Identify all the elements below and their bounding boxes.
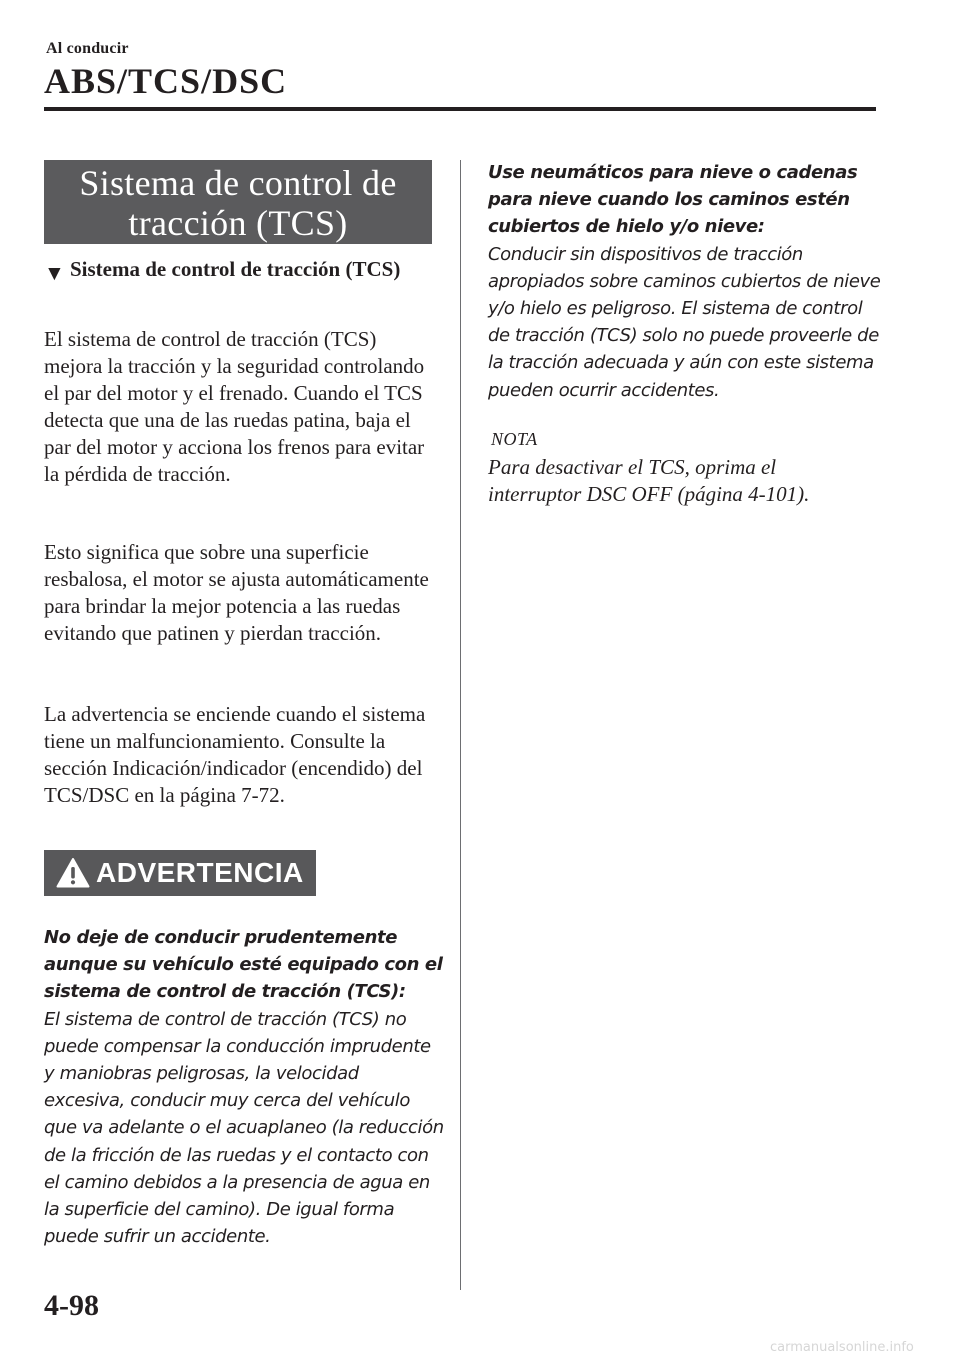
watermark: carmanualsonline.info xyxy=(770,1340,914,1355)
note-label: NOTA xyxy=(491,429,538,449)
header-rule xyxy=(44,107,876,111)
section-title-line-2: tracción (TCS) xyxy=(128,203,348,243)
page-number: 4-98 xyxy=(44,1289,99,1322)
note-text: Para desactivar el TCS, oprima el interruptor DSC OFF (página 4-101). xyxy=(488,455,810,506)
page-title: ABS/TCS/DSC xyxy=(44,61,288,101)
snow-warning-text xyxy=(488,159,883,404)
warning-label: ADVERTENCIA xyxy=(96,857,304,888)
snow-warning-body: Conducir sin dispositivos de tracción apropiados sobre caminos cubiertos de nieve y/o hielo es peligroso. El sistema de control de tracción (TCS) solo no puede proveerle de la tracción adecuada y aún con este sistema pueden ocurrir accidentes. xyxy=(488,243,881,401)
column-divider xyxy=(460,160,461,1290)
section-title-line-1: Sistema de control de xyxy=(79,163,397,203)
snow-warning-heading: Use neumáticos para nieve o cadenas para nieve cuando los caminos estén cubiertos de hielo y/o nieve: xyxy=(488,162,858,238)
section-title-box xyxy=(44,160,432,244)
subsection-heading xyxy=(44,256,424,283)
section-label: Al conducir xyxy=(46,40,129,57)
paragraph-slippery-surface: Esto significa que sobre una superficie resbalosa, el motor se ajusta automáticamente para brindar la mejor potencia a las ruedas evitando que patinen y pierdan tracción. xyxy=(44,540,429,645)
warning-banner xyxy=(44,850,316,896)
warning-triangle-icon xyxy=(56,857,90,889)
warning-heading: No deje de conducir prudentemente aunque su vehículo esté equipado con el sistema de control de tracción (TCS): xyxy=(44,927,443,1003)
warning-text xyxy=(44,924,444,1250)
paragraph-tcs-description: El sistema de control de tracción (TCS) mejora la tracción y la seguridad controlando el par del motor y el frenado. Cuando el TCS detecta que una de las ruedas patina, baja el par del motor y acciona los frenos para evitar la pérdida de tracción. xyxy=(44,327,425,486)
paragraph-warning-light: La advertencia se enciende cuando el sistema tiene un malfuncionamiento. Consulte la sección Indicación/indicador (encendido) del TCS/DSC en la página 7-72. xyxy=(44,702,426,807)
triangle-down-icon: ▼ xyxy=(44,261,65,285)
subsection-heading-text: Sistema de control de tracción (TCS) xyxy=(70,257,401,281)
warning-body: El sistema de control de tracción (TCS) no puede compensar la conducción imprudente y maniobras peligrosas, la velocidad excesiva, conducir muy cerca del vehículo que va adelante o el acuaplaneo (la reducción de la fricción de las ruedas y el contacto con el camino debidos a la presencia de agua en la superficie del camino). De igual forma puede sufrir un accidente. xyxy=(44,1008,444,1248)
